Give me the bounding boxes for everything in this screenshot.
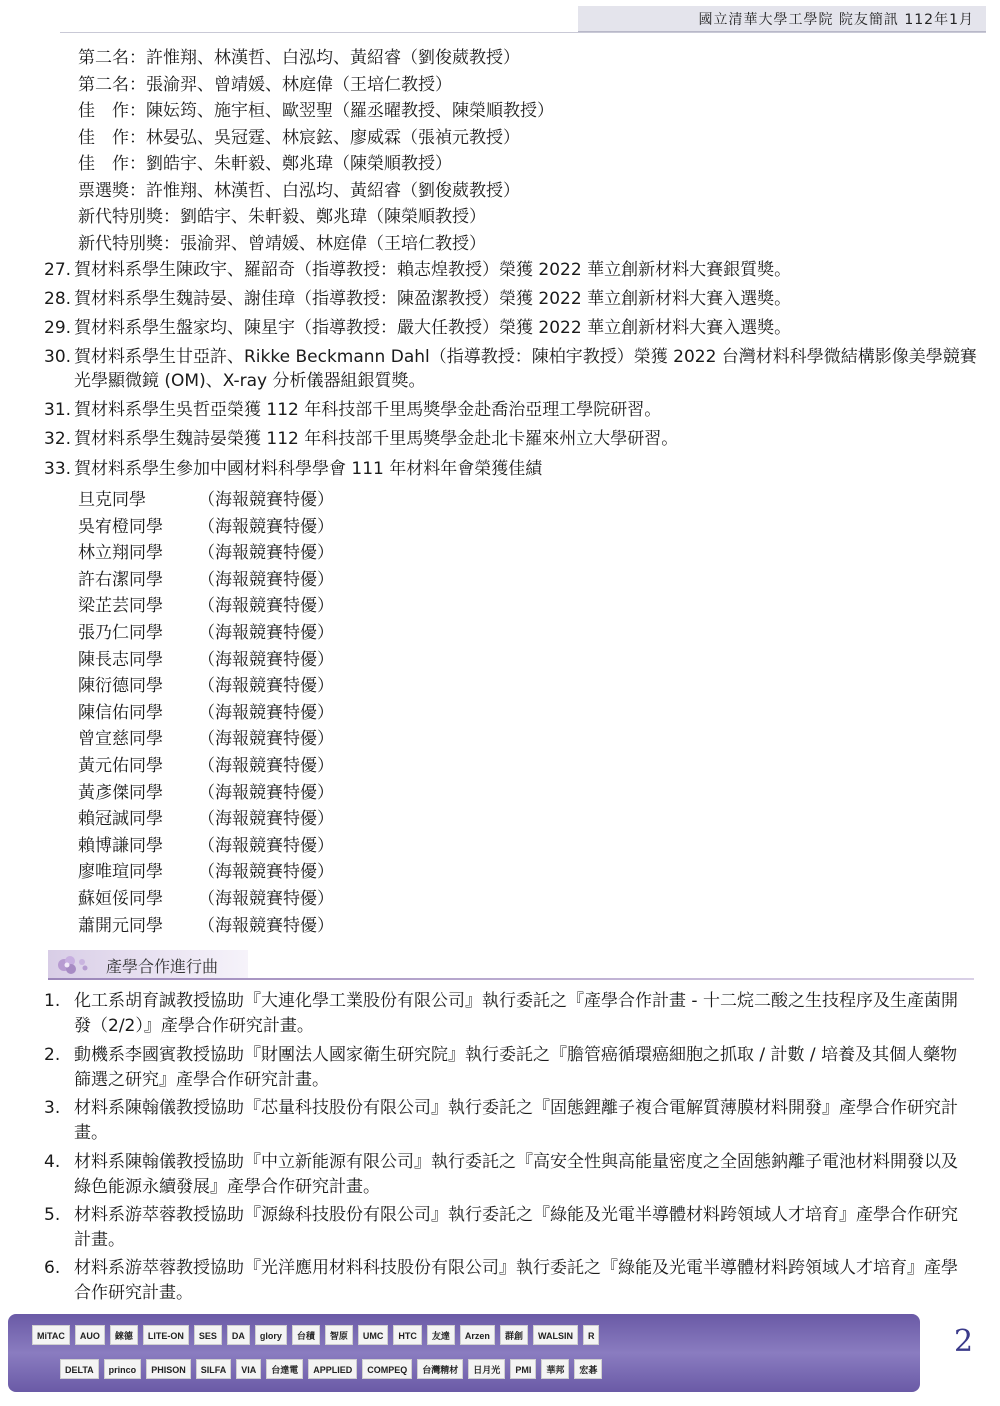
sponsor-logo: 宏碁 (574, 1359, 602, 1379)
sponsor-logo: 智原 (325, 1325, 353, 1345)
item-text: 賀材料系學生盤家均、陳星宇（指導教授：嚴大任教授）榮獲 2022 華立創新材料大賽入選獎。 (74, 318, 792, 338)
winner-name: 梁芷芸同學 (78, 596, 163, 617)
winner-name: 陳長志同學 (78, 649, 163, 670)
winner-name: 賴博謙同學 (78, 835, 163, 856)
news-item (44, 258, 979, 282)
poster-winner (78, 540, 334, 566)
sponsor-logo: DELTA (60, 1359, 99, 1379)
poster-winner (78, 620, 334, 646)
newsletter-title: 國立清華大學工學院 院友簡訊 112年1月 (698, 11, 974, 28)
news-item (44, 345, 979, 393)
section-header (48, 950, 248, 978)
sponsor-logo: 群創 (500, 1325, 528, 1345)
news-item (44, 287, 979, 311)
item-number: 6. (44, 1258, 61, 1278)
item-number: 2. (44, 1045, 61, 1065)
award-name: （海報競賽特優） (198, 756, 334, 776)
award-name: （海報競賽特優） (198, 516, 334, 537)
award-line: 新代特別獎：張渝羿、曾靖媛、林庭偉（王培仁教授） (78, 233, 486, 254)
award-name: （海報競賽特優） (198, 889, 334, 909)
sponsor-logo: 友達 (427, 1325, 455, 1345)
award-line: 佳 作：劉皓宇、朱軒毅、鄭兆瑋（陳榮順教授） (78, 154, 452, 174)
winner-name: 許右潔同學 (78, 569, 163, 590)
award-name: （海報競賽特優） (198, 729, 334, 750)
sponsor-logo: 華邦 (541, 1359, 569, 1379)
item-text: 材料系陳翰儀教授協助『中立新能源有限公司』執行委託之『高安全性與高能量密度之全固態鈉離子電池材料開發以及綠色能源永續發展』產學合作研究計畫。 (74, 1152, 958, 1197)
award-name: （海報競賽特優） (198, 702, 334, 723)
news-item (44, 316, 979, 340)
sponsor-logo: LITE-ON (143, 1325, 189, 1345)
sponsor-logo: 台達電 (266, 1359, 303, 1379)
poster-winner (78, 567, 334, 593)
news-item (44, 427, 979, 451)
sponsor-logo: PMI (510, 1359, 536, 1379)
item-text: 化工系胡育誠教授協助『大連化學工業股份有限公司』執行委託之『產學合作計畫 - 十二烷二酸之生技程序及生產菌開發（2/2）』產學合作研究計畫。 (74, 991, 958, 1036)
winner-name: 曾宣慈同學 (78, 729, 163, 750)
winner-name: 廖唯瑄同學 (78, 862, 163, 883)
winner-name: 張乃仁同學 (78, 623, 163, 643)
item-number: 4. (44, 1152, 61, 1172)
item-number: 5. (44, 1205, 61, 1225)
winner-name: 賴冠誠同學 (78, 809, 163, 830)
sponsor-logo: 日月光 (468, 1359, 505, 1379)
poster-winner (78, 673, 334, 699)
poster-winner (78, 753, 334, 779)
sponsor-logo: APPLIED (308, 1359, 357, 1379)
sponsor-logo: 台灣精材 (417, 1359, 463, 1379)
industry-item (44, 989, 959, 1039)
sponsor-logo: princo (104, 1359, 142, 1379)
section-title: 產學合作進行曲 (106, 957, 219, 976)
item-number: 33. (44, 459, 72, 479)
poster-winner (78, 647, 334, 673)
award-line: 第二名：許惟翔、林漢哲、白泓均、黃紹睿（劉俊葳教授） (78, 48, 520, 68)
industry-item (44, 1096, 959, 1146)
award-line: 第二名：張渝羿、曾靖媛、林庭偉（王培仁教授） (78, 74, 452, 95)
award-name: （海報競賽特優） (198, 915, 334, 936)
sponsor-logo: WALSIN (533, 1325, 578, 1345)
poster-winner (78, 859, 334, 885)
news-item (44, 457, 979, 481)
item-number: 29. (44, 318, 72, 338)
award-name: （海報競賽特優） (198, 676, 334, 697)
poster-winner (78, 487, 334, 513)
item-number: 3. (44, 1098, 61, 1118)
winner-name: 吳宥橙同學 (78, 516, 163, 537)
winner-name: 陳信佑同學 (78, 702, 163, 723)
item-number: 1. (44, 991, 61, 1011)
item-number: 28. (44, 289, 72, 309)
award-line: 票選獎：許惟翔、林漢哲、白泓均、黃紹睿（劉俊葳教授） (78, 180, 520, 201)
sponsor-logo: SILFA (196, 1359, 232, 1379)
header-divider (60, 32, 986, 33)
award-line: 佳 作：林晏弘、吳冠霆、林宸鉉、廖威霖（張禎元教授） (78, 127, 520, 148)
winner-name: 林立翔同學 (78, 543, 163, 564)
item-number: 27. (44, 260, 72, 280)
sponsor-logo: SES (194, 1325, 222, 1345)
poster-winner (78, 514, 334, 540)
item-text: 動機系李國賓教授協助『財團法人國家衛生研究院』執行委託之『膽管癌循環癌細胞之抓取 / 計數 / 培養及其個人藥物篩選之研究』產學合作研究計畫。 (74, 1045, 958, 1090)
sponsor-logo-row (60, 1359, 602, 1379)
award-name: （海報競賽特優） (198, 623, 334, 643)
sponsor-logo: PHISON (146, 1359, 191, 1379)
poster-winner (78, 886, 334, 912)
poster-winner (78, 700, 334, 726)
flower-icon (54, 954, 90, 976)
sponsor-logo: AUO (75, 1325, 105, 1345)
newsletter-header (578, 6, 986, 32)
award-name: （海報競賽特優） (198, 809, 334, 830)
poster-winner (78, 726, 334, 752)
sponsor-logo: 錸德 (110, 1325, 138, 1345)
item-number: 32. (44, 429, 72, 449)
item-text: 材料系陳翰儀教授協助『芯量科技股份有限公司』執行委託之『固態鋰離子複合電解質薄膜材料開發』產學合作研究計畫。 (74, 1098, 958, 1143)
sponsor-logo: HTC (393, 1325, 422, 1345)
item-text: 賀材料系學生魏詩晏、謝佳璋（指導教授：陳盈潔教授）榮獲 2022 華立創新材料大賽入選獎。 (74, 289, 792, 309)
item-text: 賀材料系學生陳政宇、羅韶奇（指導教授：賴志煌教授）榮獲 2022 華立創新材料大賽銀質獎。 (74, 260, 792, 280)
award-name: （海報競賽特優） (198, 649, 334, 670)
page-number: 2 (954, 1324, 974, 1359)
sponsor-banner (8, 1314, 920, 1392)
winner-name: 陳衍德同學 (78, 676, 163, 697)
item-number: 31. (44, 400, 72, 420)
sponsor-logo: glory (255, 1325, 287, 1345)
poster-winner (78, 780, 334, 806)
poster-winner (78, 833, 334, 859)
award-line: 新代特別獎：劉皓宇、朱軒毅、鄭兆瑋（陳榮順教授） (78, 207, 486, 227)
sponsor-logo: MiTAC (32, 1325, 70, 1345)
sponsor-logo: 台積 (292, 1325, 320, 1345)
sponsor-logo: DA (227, 1325, 250, 1345)
industry-item (44, 1150, 959, 1200)
item-number: 30. (44, 347, 72, 367)
award-name: （海報競賽特優） (198, 596, 334, 617)
award-name: （海報競賽特優） (198, 862, 334, 883)
item-text: 賀材料系學生甘亞許、Rikke Beckmann Dahl（指導教授：陳柏宇教授）榮獲 2022 台灣材料科學微結構影像美學競賽光學顯微鏡 (OM)、X-ray 分析儀器組銀質獎。 (74, 347, 977, 391)
award-line: 佳 作：陳妘筠、施宇桓、歐翌聖（羅丞曜教授、陳榮順教授） (78, 101, 554, 121)
item-text: 賀材料系學生魏詩晏榮獲 112 年科技部千里馬獎學金赴北卡羅來州立大學研習。 (74, 429, 679, 449)
industry-item (44, 1203, 959, 1253)
award-name: （海報競賽特優） (198, 569, 334, 590)
award-name: （海報競賽特優） (198, 490, 334, 510)
winner-name: 蕭開元同學 (78, 915, 163, 936)
poster-winner (78, 806, 334, 832)
item-text: 賀材料系學生吳哲亞榮獲 112 年科技部千里馬獎學金赴喬治亞理工學院研習。 (74, 400, 662, 420)
item-text: 材料系游萃蓉教授協助『光洋應用材料科技股份有限公司』執行委託之『綠能及光電半導體材料跨領域人才培育』產學合作研究計畫。 (74, 1258, 958, 1303)
item-text: 賀材料系學生參加中國材料科學學會 111 年材料年會榮獲佳績 (74, 459, 543, 479)
poster-winner (78, 913, 334, 939)
award-name: （海報競賽特優） (198, 543, 334, 564)
sponsor-logo: COMPEQ (362, 1359, 412, 1379)
industry-item (44, 1256, 959, 1306)
winner-name: 蘇姮俀同學 (78, 889, 163, 909)
award-name: （海報競賽特優） (198, 835, 334, 856)
section-divider (48, 978, 974, 980)
poster-winner (78, 593, 334, 619)
award-name: （海報競賽特優） (198, 782, 334, 803)
sponsor-logo: Arzen (460, 1325, 495, 1345)
sponsor-logo: UMC (358, 1325, 389, 1345)
winner-name: 旦克同學 (78, 490, 146, 510)
sponsor-logo: R (583, 1325, 600, 1345)
winner-name: 黃元佑同學 (78, 756, 163, 776)
sponsor-logo-row (32, 1325, 599, 1345)
item-text: 材料系游萃蓉教授協助『源綠科技股份有限公司』執行委託之『綠能及光電半導體材料跨領域人才培育』產學合作研究計畫。 (74, 1205, 958, 1250)
winner-name: 黃彥傑同學 (78, 782, 163, 803)
sponsor-logo: VIA (236, 1359, 261, 1379)
news-item (44, 398, 979, 422)
industry-item (44, 1043, 959, 1093)
